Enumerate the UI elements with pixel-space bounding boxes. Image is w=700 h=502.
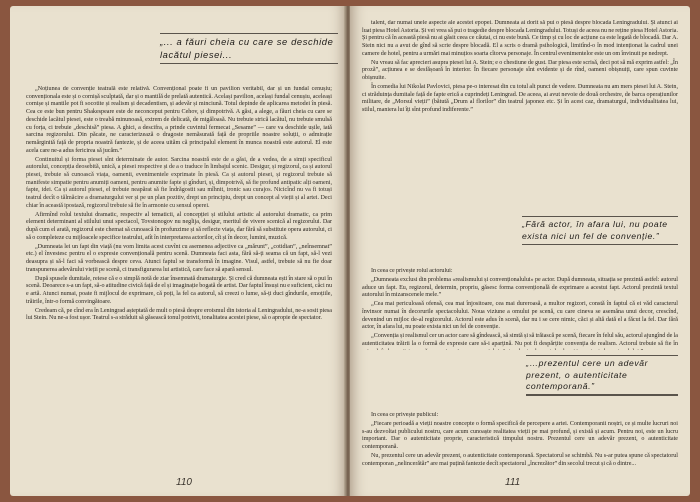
- paragraph: „Fiecare perioadă a vieții noastre concepte o formă specifică de percepere a artei. Contemporanii noștri, ce și multe lucruri noi s-au dezvoltat publicului nostru, care acum cunoaște realitatea vieții pe mai profund, și există și acum. Pentru noi, este un lucru important. Dar o autenticitate proprie, caracteristică timpului nostru. Prezentul cere un adevăr prezent, o autenticitate contemporană.: [362, 420, 678, 450]
- quote-rule-bottom: [160, 63, 338, 64]
- pull-quote-text: „…prezentul cere un adevăr prezent, o autenticitate contemporană.”: [526, 358, 649, 391]
- paragraph: talent, dar numai unele aspecte ale acestei epopei. Dumneata ai dorit să pui o piesă despre blocada Leningradului. Și atunci ai luat piesa Hotel Astoria. Și vei vrea să pui o tragedie despre blocada Leningradului. Totuși de aceea nu ne reține piesa Hotel Astoria. Și pentru că în această piesă nu ai găsit ceea ce căutai, ci nu este bună. Ce timp și cu loc de acțiune ca este legată de blocadă. Dar A. Stein nici nu a avut de gînd să scrie despre blocadă. El a scris o dramă psihologică, limitînd-o în mod intenționat la cadrul unei camere de hotel, pentru a urmări mai minuțios soarta cîtorva personaje. În centrul evenimentelor este un om învinuit pe nedrept.: [362, 20, 678, 57]
- quote-rule-bottom: [526, 394, 678, 395]
- paragraph: „Dumneata lei un fapt din viață (nu vom limita acest cuvînt cu asemenea adjective ca „mărunt”, „cotidian”, „neînsemnat” etc.) el învestesc pentru el o expresie convențională pentru scenă. Dumneata faci asta, fără să-ți seama că un fapt, să-l vezi deasupra și să-l faci să vorbească despre ceva. Atunci faptul se transformă în imagine. Visul, astfel, trebuie să nu fie doar transpunerea adevărului vieții pe scenă, ci transfigurarea lui artistică, care face să apară sensul.: [26, 243, 332, 273]
- right-text-column-bottom: [362, 412, 678, 472]
- quote-rule-top: [522, 216, 678, 217]
- quote-rule-bottom: [522, 244, 678, 245]
- pull-quote-left: [160, 36, 338, 61]
- right-text-column-mid: [362, 268, 678, 350]
- paragraph: Continuitul și forma piesei sînt determinate de autor. Sarcina noastră este de a găsi, de a vedea, de a simți specificul autorului, concepția deosebită, unică, a piesei respective și de a o traduce în limbajul scenic. Desigur, și regizorul, ca și autorul piesei, trebuie să cunoască viața, oamenii, evenimentele exprimate în piesă. Ca și autorul piesei, și regizorul trebuie să manifeste simpatie pentru anumiți oameni, pentru anumite fapte și gînduri, și, dimpotrivă, să fie profund antipatic alți oameni, fapte, idei. Ca și autorul piesei, el trebuie neapărat să fie îndrăgostit sau mîhnit, ironic sau curajos. Nicicînd nu va fi totuși teatrul decît o tălmăcire a dramaturgului ver și pe un plan pozitiv, drept un principiu, drept un concept al vieții și al artei. Deci chiar în această ipostază, regizorul trebuie să fie în armonie cu sensul operei.: [26, 156, 332, 209]
- left-page: [10, 6, 346, 496]
- paragraph: „Noțiunea de convenție teatrală este relativă. Convențional poate fi un pavilion veritabil, dar și un fundal cenușiu; convenționala este și o cornișă sculptată, dar și o mantilă de prelată autentică. Același pavilion, același fundal cenușiu, aceleași cornișe și mantile pot fi socotite și realism și decadentism, și adevăr și minciună. Totul depinde de aplicarea metodei în piesă. Cea ce este bun pentru Shakespeare este de neconceput pentru Cehov, și dimpotrivă. A găsi, a alege, a făuri cheia cu care se deschide lacătul piesei, este o treabă minunoasă, extrem de delicată, de migăloasă. Nu trebuie strică lacătul, nu trebuie smulsă cu forța, ci trebuie „deschisă” piesa. A ghici, a descifra, a prinde cuvintul fermecat „Sesame” — care va deschide ușile, iată sarcina regizorului. Din păcate, ne caracterizează o dragoste nemăsurată față de propriile noastre soluții, o admirație nemărginită față de propria noastră fantezie, și de aceea uităm că principalul element în munca noastră este autorul. El este acela care ne-a adus fericirea să jucăm.”: [26, 86, 332, 154]
- paragraph: „Cea mai periculoasă ofensă, cea mai înjositoare, cea mai dureroasă, a multor regizori, constă în faptul că ei văd caracterul învinsor numai în decorurile spectacolului. Noua viziune a omului pe scenă, cu care cineva se asemăna unui decor, crescînd, devenind un mijloc de-al regizorului. Actorul este adus în scenă, dar nu i se cere nimic, căci și altă dată el a făcut la fel. Dar fără actor, în afara lui, nu poate exista nici un fel de convenție.: [362, 301, 678, 331]
- pull-quote-text: „... a făuri cheia cu care se deschide lacătul piesei...: [160, 36, 334, 60]
- paragraph: Nu vreau să fac aprecieri asupra piesei lui A. Stein; e o chestiune de gust. Dar piesa este scrisă, deci pot să mă exprim astfel: „În proză”, acțiunea e se desfășoară în interior. În fiecare personaje sînt evidente și de rînd, oameni obișnuiți, care spun cuvinte obișnuite.: [362, 59, 678, 82]
- paragraph: „Dumneata exclusi din problema «realismului și convenționalului» pe actor. După dumneata, situația se prezintă astfel: autorul aduce un fapt. Eu, regizorul, determin, propriu, găsesc forma convențională de exprimare a acestui fapt. Actorul prezintă textul autorului în mizanscenele mele.”: [362, 276, 678, 299]
- page-number: 110: [176, 477, 192, 488]
- pull-quote-present: [526, 358, 678, 393]
- paragraph: Nu, prezentul cere un adevăr prezent, o autenticitate contemporană. Spectatorul se schimbă. Nu s-ar putea spune că spectatorul contemporan „nelincerătăr” are mai puțină fantezie decît spectatorul „încrezător” din secolul trecut și că o dintre...: [362, 452, 678, 467]
- paragraph: În ceea ce privește publicul:: [371, 412, 439, 418]
- pull-quote-actor: [522, 219, 678, 242]
- right-text-column-top: [362, 20, 678, 216]
- right-page: [350, 6, 690, 496]
- paragraph: După spusele dumitale, reiese că e o simplă notă de ziar însemnată dramaturgie. Și cred că dumneata ești în stare să o pui în scenă. Deoarece s-a un fapt, să-o atitudine civică față de el și imaginație bogată de artist. Dar faptul însuși nu e suficient, căci nu e artă. Atunci numai, poate fi mijlocul de exprimare, că poți, la fel ca autorul, să creezi o lume, să-ți duci gîndurile, emoțiile, trăirile, într-o formă convingătoare.: [26, 275, 332, 305]
- paragraph: Afirmînd rolul textului dramatic, respectiv al tematicii, al concepției și stilului artistic al autorului dramatic, ca prim element determinant al stilului unui spectacol, Tovstonogov nu neglija, desigur, meritul de vivere scenică al regizorului. Dar după cum el arată, regizorul este chemat să cunoască în profunzime și să reflecte viața, dar fără să substituie opera autorului, ci să o completeze cu mijloacele specifice teatrului, atît în interpretarea actorilor, cît și în decor, lumini, muzică.: [26, 211, 332, 241]
- quote-rule-top: [526, 355, 678, 356]
- paragraph: Credeam că, pe cînd era în Leningrad așteptată de mult o piesă despre eroismul din istoria al Leningradului, ne-a sosit piesa lui Stein. Nu ne-a fost ușor. Teatrul s-a străduit să găsească tonul potrivit, tonalitatea acestei piese, să o apropie de spectator.: [26, 307, 332, 322]
- paragraph: „Convenția și realismul cer un actor care să gîndească, să simtă și să trăiască pe scenă, fiecare în felul său, actorul ajungînd de la autenticitatea trăirii la o formă de expresie care să-i aparțină. Nu pot fi despărțite convenția de realism. Actorul trebuie să fie în: [362, 333, 678, 347]
- page-number: 111: [505, 477, 521, 488]
- pull-quote-text: „Fără actor, în afara lui, nu poate exista nici un fel de convenție.”: [522, 219, 668, 241]
- left-text-column: [26, 86, 332, 460]
- quote-rule-top: [160, 33, 338, 34]
- paragraph: În comedia lui Nikolai Pavlovici, piesa pe-o interesat din cu totul alt punct de vedere. Dumneata nu am mers piesei lui A. Stein, ci străduința dumitale față de fapte erică a cuprindeți Leningrad. De aceea, ai avut nevoie de două orchestre, de barca operațiunilor militare, de „Morsul vieții” (bătută „Drum al florilor” din teatrul japonez etc. Și în acest caz, dramaturgul, individualitatea lui, stilul, maniera lui îți sînt profund indiferente.”: [362, 84, 678, 114]
- paragraph: În ceea ce privește rolul actorului:: [371, 268, 453, 274]
